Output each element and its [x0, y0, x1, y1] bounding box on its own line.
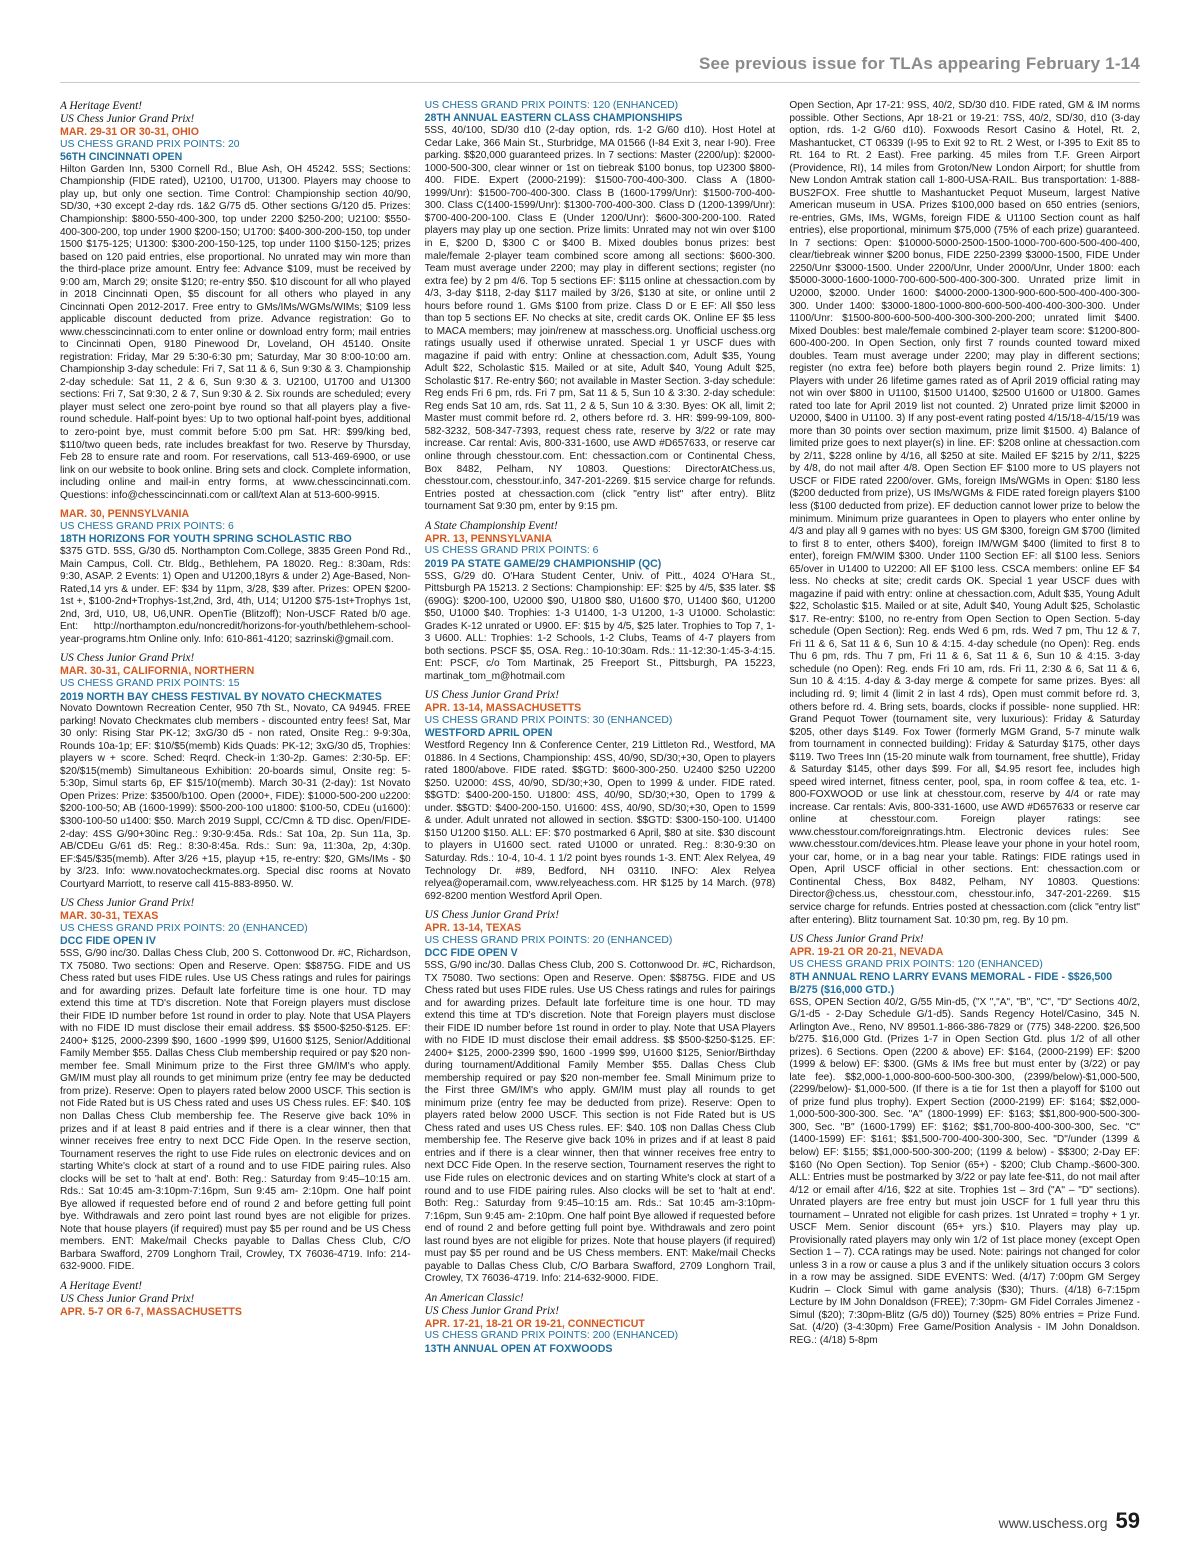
event-title: DCC FIDE OPEN IV [60, 935, 156, 948]
event-date: MAR. 30-31, TEXAS [60, 910, 159, 923]
event-listing [789, 100, 1140, 927]
event-tagline: US Chess Junior Grand Prix! [424, 1304, 559, 1317]
grand-prix-points: US CHESS GRAND PRIX POINTS: 200 (ENHANCED) [424, 1330, 679, 1342]
grand-prix-points: US CHESS GRAND PRIX POINTS: 20 (ENHANCED) [424, 934, 673, 946]
event-tagline: US Chess Junior Grand Prix! [424, 909, 559, 922]
header-banner: See previous issue for TLAs appearing February 1-14 [698, 54, 1140, 73]
event-date: APR. 13-14, MASSACHUSETTS [424, 702, 582, 715]
event-title: 28TH ANNUAL EASTERN CLASS CHAMPIONSHIPS [424, 112, 683, 125]
event-title: DCC FIDE OPEN V [424, 947, 518, 960]
event-date: APR. 5-7 OR 6-7, MASSACHUSETTS [60, 1305, 242, 1318]
grand-prix-points: US CHESS GRAND PRIX POINTS: 120 (ENHANCED) [789, 958, 1043, 970]
event-details: 5SS, 40/100, SD/30 d10 (2-day option, rds. 1-2 G/60 d10). Host Hotel at Cedar Lake, 366 Main St., Sturbridge, MA 01566 (I-84 Exit 3, near I-90). Free parking. $$20,000 guaranteed prizes. In 7 sections: Master (2200/up): $2000-1000-500-300, clear winner or 1st on tiebreak $100 bonus, top U2300 $800-400. FIDE. Expert (2000-2199): $1500-700-400-300. Class A (1800-1999/Unr): $1500-700-400-300. Class B (1600-1799/Unr): $1500-700-400-300. Class C(1400-1599/Unr): $1300-700-400-300. Class D (1200-1399/Unr): $700-400-200-100. Class E (Under 1200/Unr): $600-300-200-100. Rated players may play up one section. Prize limits: Unrated may not win over $100 in E, $200 D, $300 C or $400 B. Mixed doubles bonus prizes: best male/female 2-player team combined score among all sections: $600-300. Team must average under 2200; may play in different sections; register (no extra fee) by 2 pm 4/6. Top 5 sections EF: $115 online at chessaction.com by 4/3, 3-day $118, 2-day $117 mailed by 3/26, $130 at site, or online until 2 hours before round 1. GMs $100 from prize. Class D or E EF: All $50 less than top 5 sections EF. No checks at site, credit cards OK. Online EF $5 less to MACA members; may join/renew at masschess.org. Unofficial uschess.org ratings usually used if otherwise unrated. Special 1 yr USCF dues with magazine if paid with entry: Online at chessaction.com, Adult $35, Young Adult $22, Scholastic $15. Mailed or at site, Adult $40, Young Adult $25, Scholastic $17. Re-entry $60; not available in Master Section. 3-day schedule: Reg ends Fri 6 pm, rds. Fri 7 pm, Sat 11 & 5, Sun 10 & 3:30. 2-day schedule: Reg ends Sat 10 am, rds. Sat 11, 2 & 5, Sun 10 & 3:30. Byes: OK all, limit 2; Master must commit before rd. 2, others before rd. 3. HR: $99-99-109, 800-582-3232, 508-347-7393, request chess rate, reserve by 3/22 or rate may increase. Car rental: Avis, 800-331-1600, use AWD #D657633, or reserve car online through chesstour.com. Ent: chessaction.com or Continental Chess, Box 8482, Pelham, NY 10803. Questions: DirectorAtChess.us, chesstour.com, chesstour.info, 347-201-2269. $15 service charge for refunds. Entries posted at chessaction.com (click "entry list" after entry). Blitz tournament Sat 9:30 pm, enter by 9:15 pm. [424, 125, 776, 513]
event-listing [425, 909, 776, 1286]
column-1 [60, 100, 411, 1478]
event-details: 5SS, G/90 inc/30. Dallas Chess Club, 200 S. Cottonwood Dr. #C, Richardson, TX 75080. Two sections: Open and Reserve. Open: $$875G. FIDE and US Chess rated but uses FIDE rules. Use US Chess ratings and rules for pairings and for awarding prizes. Default late forfeiture time is one hour. TD may extend this time at TD's discretion. Note that Foreign players must disclose their FIDE ID number before 1st round in order to play. Note that USA Players with no FIDE ID must disclose their email address. $$ $500-$250-$125. EF: 2400+ $125, 2000-2399 $90, 1600 -1999 $99, U1600 $125, Senior/Additional Family Member $55. Dallas Chess Club membership required or pay $20 non-member fee. Small Minimum prize to the First three GM/IM's who apply. GM/IM must play all rounds to get minimum prize (entry fee may be deducted from prize). Reserve: Open to players rated below 2000 USCF. This section is not Fide Rated but is US Chess rated and uses US Chess rules. EF: $40. 10$ non Dallas Chess Club membership fee. The Reserve give back 10% in prizes and if at least 8 paid entries and if there is a clear winner, then that winner receives free entry to next DCC Fide Open. In the reserve section, Tournament reserves the right to use Fide rules on electronic devices and on starting White's clock at start of a round and to use FIDE pairing rules. Also clocks will be set to 'halt at end'. Both: Reg.: Saturday from 9:45–10:15 am. Rds.: Sat 10:45 am-3:10pm-7:16pm, Sun 9:45 am- 2:10pm. One half point Bye allowed if requested before end of round 2 and before getting full point bye. Withdrawals and zero point last round byes are not eligible for prizes. Note that house players (if required) must pay $5 per round and be US Chess members. ENT: Make/mail Checks payable to Dallas Chess Club, C/O Barbara Swafford, 2709 Longhorn Trail, Crowley, TX 76036-4719. Info: 214-632-9000. FIDE. [60, 948, 411, 1273]
event-details: 5SS, G/90 inc/30. Dallas Chess Club, 200 S. Cottonwood Dr. #C, Richardson, TX 75080. Two sections: Open and Reserve. Open: $$875G. FIDE and US Chess rated but uses FIDE rules. Use US Chess ratings and rules for pairings and for awarding prizes. Default late forfeiture time is one hour. TD may extend this time at TD's discretion. Note that Foreign players must disclose their FIDE ID number before 1st round in order to play. Note that USA Players with no FIDE ID must disclose their email address. $$ $500-$250-$125. EF: 2400+ $125, 2000-2399 $90, 1600 -1999 $99, U1600 $125, Senior/Birthday during tournament/Additional Family Member $55. Dallas Chess Club membership required or pay $20 non-member fee. Small Minimum prize to the First three GM/IM's who apply. GM/IM must play all rounds to get minimum prize (entry fee may be deducted from prize). Reserve: Open to players rated below 2000 USCF. This section is not Fide Rated but is US Chess rated and uses US Chess rules. EF: $40. 10$ non Dallas Chess Club membership fee. The Reserve give back 10% in prizes and if at least 8 paid entries and if there is a clear winner, then that winner receives free entry to next DCC Fide Open. In the reserve section, Tournament reserves the right to use Fide rules on electronic devices and on starting White's clock at start of a round and to use FIDE pairing rules. Also clocks will be set to 'halt at end'. Both: Reg.: Saturday from 9:45–10:15 am. Rds.: Sat 10:45 am-3:10pm-7:16pm, Sun 9:45 am- 2:10pm. One half point Bye allowed if requested before end of round 2 and before getting full point bye. Withdrawals and zero point last round byes are not eligible for prizes. Note that house players (if required) must pay $5 per round and be US Chess members. ENT: Make/mail Checks payable to Dallas Chess Club, C/O Barbara Swafford, 2709 Longhorn Trail, Crowley, TX 76036-4719. Info: 214-632-9000. FIDE. [424, 959, 776, 1285]
event-listing [425, 100, 776, 514]
event-title: 18TH HORIZONS FOR YOUTH SPRING SCHOLASTIC RBO [60, 533, 352, 546]
page-number: 59 [1115, 1508, 1140, 1533]
event-listing [425, 1292, 776, 1356]
event-title: WESTFORD APRIL OPEN [424, 727, 553, 740]
event-tagline: A State Championship Event! [424, 519, 558, 532]
event-date: MAR. 29-31 OR 30-31, OHIO [60, 125, 199, 138]
event-details: 6SS, OPEN Section 40/2, G/55 Min-d5, ("X ","A", "B", "C", "D" Sections 40/2, G/1-d5 - 2-Day Schedule G/1-d5). Sands Regency Hotel/Casino, 345 N. Arlington Ave., Reno, NV 89501.1-866-386-7829 or (775) 348-2200. $26,500 b/275. $16,000 Gtd. (Prizes 1-7 in Open Section Gtd. plus 1/2 of all other prizes). 6 Sections. Open (2200 & above) EF: $164, (2000-2199) EF: $200 (1999 & below) EF: $300. (GMs & IMs free but must enter by (3/22) or pay late fee). $$2,000-1,000-800-600-500-300-300, (2399/below)-$1,000-500, (2299/below)- $1,000-500. (If there is a tie for 1st then a playoff for $100 out of prize fund plus trophy). Expert Section (2000-2199) EF: $164; $$2,000-1,000-500-300-300. Sec. "A" (1800-1999) EF: $163; $$1,800-900-500-300-300, Sec. "B" (1600-1799) EF: $162; $$1,700-800-400-300-300, Sec. "C" (1400-1599) EF: $161; $$1,500-700-400-300-300, Sec. "D"/under (1399 & below) EF: $155; $$1,000-500-300-200; (1199 & below) - $$300; 2-Day EF: $160 (No Open Section). Top Senior (65+) - $200; Club Champ.-$600-300. ALL: Entries must be postmarked by 3/22 or pay late fee-$11, do not mail after 4/12 or email after 4/16, $22 at site. Trophies 1st – 3rd ("A" – "D" sections). Unrated players are free entry but must join USCF for 1 full year thru this tournament – Unrated not eligible for cash prizes. 1st Unrated = trophy + 1 yr. USCF Mem. Senior discount (65+ yrs.) $10. Players may play up. Provisionally rated players may only win 1/2 of 1st place money (except Open Section 1 – 7). CCA ratings may be used. Note: pairings not changed for color unless 3 in a row or cause a plus 3 and if the unlikely situation occurs 3 colors in a row may be assigned. SIDE EVENTS: Wed. (4/17) 7:00pm GM Sergey Kudrin – Clock Simul with game analysis ($30); Thurs. (4/18) 6-7:15pm Lecture by IM John Donaldson (FREE); 7:30pm- GM Fidel Corrales Jimenez - Simul ($20); 7:30pm-Blitz (G/5 d0)) Tourney ($25) 80% entries = Prize Fund. Sat. (4/20) (3-4:30pm) Free Game/Position Analysis - IM John Donaldson. REG.: (4/18) 5-8pm [789, 996, 1140, 1346]
event-tagline: A Heritage Event! [60, 1279, 142, 1292]
event-date: APR. 19-21 OR 20-21, NEVADA [789, 946, 944, 959]
column-3 [789, 100, 1140, 1478]
column-2 [425, 100, 776, 1478]
listing-columns [60, 100, 1140, 1478]
event-details: Hilton Garden Inn, 5300 Cornell Rd., Blue Ash, OH 45242. 5SS; Sections: Championship (FIDE rated), U2100, U1700, U1300. Players may choose to play up, but only one section. Time Control: Championship section 40/90, SD/30, +30 except 2-day rds. 1&2 G/75 d5. Other sections G/120 d5. Prizes: Championship: $800-550-400-300, top under 2200 $250-200; U2100: $550-400-300-200, top under 1900 $200-150; U1700: $400-300-200-150, top under 1500 $175-125; U1300: $300-200-150-125, top under 1100 $150-125; prizes based on 120 paid entries, else proportional. No unrated may win more than the third-place prize amount. Entry fee: Advance $109, must be received by 9:00 am, March 29; onsite $120; re-entry $50. $10 discount for all who played in 2018 Cincinnati Open, $5 discount for all others who played in any Cincinnati Open 2012-2017. Free entry to GMs/IMs/WGMs/WIMs; $109 less applicable discount deducted from prize. Advance registration: Go to www.chesscincinnati.com to enter online or download entry form; mail entries to Cincinnati Open, 9180 Pinewood Dr, Loveland, OH 45140. Onsite registration: Friday, Mar 29 5:30-6:30 pm; Saturday, Mar 30 8:00-10:00 am. Championship 3-day schedule: Fri 7, Sat 11 & 6, Sun 9:30 & 3. Championship 2-day schedule: Sat 11, 2 & 6, Sun 9:30 & 3. U2100, U1700 and U1300 sections: Fri 7, Sat 9:30, 2 & 7, Sun 9:30 & 2. Six rounds are scheduled; every player must select one zero-point bye round so that all players play a five-round schedule. Half-point byes: Up to two optional half-point byes, additional to zero-point bye, must commit before 5:00 pm Sat. HR: $99/king bed, $110/two queen beds, rate includes breakfast for two. Reserve by Thursday, Feb 28 to ensure rate and room. For reservations, call 513-469-6900, or use link on our website to book online. Bring sets and clock. Complete information, including online and mail-in entry forms, at www.chesscincinnati.com. Questions: info@chesscincinnati.com or call/text Alan at 513-600-9915. [60, 163, 411, 501]
event-listing [425, 520, 776, 684]
event-tagline: A Heritage Event! [60, 100, 142, 112]
event-date: APR. 13-14, TEXAS [424, 922, 522, 935]
event-title: 8TH ANNUAL RENO LARRY EVANS MEMORAL - FIDE - $$26,500 B/275 ($16,000 GTD.) [789, 971, 1113, 996]
event-listing [60, 652, 411, 891]
grand-prix-points: US CHESS GRAND PRIX POINTS: 15 [60, 678, 240, 690]
event-details: Novato Downtown Recreation Center, 950 7th St., Novato, CA 94945. FREE parking! Novato Checkmates club members - discounted entry fees! Sat, Mar 30 only: Rising Star PK-12; 3xG/30 d5 - non rated, Onsite Reg.: 9-9:30a, Rounds 10a-1p; EF: $10/$5(memb) Kids Quads: PK-12; 3xG/30 d5, Trophies: players w + score. Sched: Reqrd. Check-in 1:30-2p. Games: 2:30-5p. EF: $20/$15(memb) Simultaneous Exhibition: 20-boards simul, Onsite reg: 5-5:30p, Simul starts 6p, EF $15/10(memb). March 30-31 (2-day): 1st Novato Open Prizes: Prize: $3500/b100. Open (2000+, FIDE): $1000-500-200 u2200: $200-100-50; AB (1600-1999): $500-200-100 u1800: $100-50, CDEu (u1600): $300-100-50 u1400: $50. March 2019 Suppl, CC/Cmn & TD disc. Open/FIDE-2-day: 4SS G/90+30inc Reg.: 9:30-9:45a. Rds.: Sat 10a, 2p. Sun 11a, 3p. AB/CDEu G/61 d5: Reg.: 8:30-8:45a. Rds.: Sun: 9a, 11:30a, 2p, 4:30p. EF:$45/$35(memb). After 3/26 +15, playup +15, re-entry: $20, GMs/IMs - $0 by 3/23. Info: www.novatocheckmates.org. Special disc rooms at Novato Courtyard Marriott, to reserve call 415-883-8950. W. [60, 703, 411, 890]
event-tagline: US Chess Junior Grand Prix! [60, 652, 195, 665]
event-title: 56TH CINCINNATI OPEN [60, 151, 183, 164]
grand-prix-points: US CHESS GRAND PRIX POINTS: 6 [60, 520, 234, 532]
event-date: APR. 13, PENNSYLVANIA [424, 532, 553, 545]
event-listing [60, 508, 411, 646]
event-date: APR. 17-21, 18-21 OR 19-21, CONNECTICUT [424, 1317, 645, 1330]
event-listing [789, 933, 1140, 1347]
event-date: MAR. 30-31, CALIFORNIA, NORTHERN [60, 665, 255, 678]
event-details: Westford Regency Inn & Conference Center, 219 Littleton Rd., Westford, MA 01886. In 4 Sections, Championship: 4SS, 40/90, SD/30;+30, Open to players rated 1800/above. FIDE rated. $$GTD: $600-300-250. U2400 $250 U2200 $250. U2000: 4SS, 40/90, SD/30;+30, Open to 1999 & under. FIDE rated. $$GTD: $400-200-150. U1800: 4SS, 40/90, SD/30;+30, Open to 1799 & under. $$GTD: $400-200-150. U1600: 4SS, 40/90, SD/30;+30, Open to 1599 & under. Adult unrated not allowed in section. $$GTD: $300-150-100. U1400 $150 U1200 $150. ALL: EF: $70 postmarked 6 April, $80 at site. $30 discount to players in U1600 sect. rated U1000 or unrated. Reg.: 8:30-9:30 on Saturday. Rds.: 10-4, 10-4. 1 1/2 point byes rounds 1-3. ENT: Alex Relyea, 49 Technology Dr. #89, Bedford, NH 03110. INFO: Alex Relyea relyea@operamail.com, www.relyeachess.com. HR $125 by 14 March. (978) 692-8200 mention Westford April Open. [424, 740, 776, 902]
event-listing [60, 897, 411, 1274]
grand-prix-points: US CHESS GRAND PRIX POINTS: 20 [60, 138, 240, 150]
event-tagline: US Chess Junior Grand Prix! [789, 933, 924, 946]
grand-prix-points: US CHESS GRAND PRIX POINTS: 30 (ENHANCED) [424, 715, 673, 726]
event-tagline: US Chess Junior Grand Prix! [60, 1292, 195, 1305]
header-divider [60, 82, 1140, 83]
event-tagline: An American Classic! [424, 1291, 524, 1304]
event-title: 13TH ANNUAL OPEN AT FOXWOODS [424, 1342, 613, 1355]
grand-prix-points: US CHESS GRAND PRIX POINTS: 6 [424, 545, 599, 557]
event-listing [60, 1280, 411, 1319]
event-title: 2019 NORTH BAY CHESS FESTIVAL BY NOVATO CHECKMATES [60, 690, 382, 703]
event-listing [60, 100, 411, 502]
event-listing [425, 689, 776, 903]
event-tagline: US Chess Junior Grand Prix! [60, 897, 195, 910]
page-footer [999, 1508, 1140, 1534]
event-tagline: US Chess Junior Grand Prix! [424, 689, 559, 702]
event-details: Open Section, Apr 17-21: 9SS, 40/2, SD/30 d10. FIDE rated, GM & IM norms possible. Other Sections, Apr 18-21 or 19-21: 7SS, 40/2, SD/30, d10 (3-day option, rds. 1-2 G/60 d10). Foxwoods Resort Casino & Hotel, Rt. 2, Mashantucket, CT 06339 (I-95 to Exit 92 to Rt. 2 West, or I-395 to Exit 85 to Rt. 164 to Rt. 2 East). Free parking. 45 miles from T.F. Green Airport (Providence, RI), 14 miles from Groton/New London Airport; for shuttle from New London Amtrak station call 1-800-USA-RAIL. Bus transportation: 1-888-BUS2FOX. Free shuttle to Mashantucket Pequot Museum, largest Native American museum in USA. Prizes $100,000 based on 650 entries (seniors, re-entries, GMs, IMs, WGMs, foreign FIDE & U1100 Section count as half entries), else proportional, minimum $75,000 (75% of each prize) guaranteed. In 7 sections: Open: $10000-5000-2500-1500-1000-700-600-500-400-400, clear/tiebreak winner $200 bonus, FIDE 2250-2399 $3000-1500, FIDE Under 2250/Unr $3000-1500. Under 2200/Unr, Under 2000/Unr, Under 1800: each $5000-3000-1600-1000-700-600-500-400-300-300. Unrated prize limit in U2000, $2000. Under 1600: $4000-2000-1300-900-600-500-400-400-300-300. Under 1400: $3000-1800-1000-800-600-500-400-400-300-300. Under 1100/Unr: $1500-800-600-500-400-300-300-200-200; unrated limit $400. Mixed Doubles: best male/female combined 2-player team score: $1200-800-600-400-200. In Open Section, only first 7 rounds counted toward mixed doubles. Team must average under 2200; may play in different sections; register (no extra fee) before both players begin round 2. Prize limits: 1) Players with under 26 lifetime games rated as of April 2019 official rating may not win over $800 in U1100, $1500 U1400, $2500 U1600 or U1800. Games rated too late for April 2019 list not counted. 2) Unrated prize limit $2000 in U2000, $400 in U1100. 3) If any post-event rating posted 4/15/18-4/15/19 was more than 30 points over section maximum, prize limit $1500. 4) Balance of limited prize goes to next player(s) in line. EF: $208 online at chessaction.com by 2/11, $228 online by 4/16, all $250 at site. Mailed EF $215 by 2/11, $225 by 4/8, do not mail after 4/8. Open Section EF $100 more to US players not USCF or FIDE rated 2200/over. GMs, foreign IMs/WGMs in Open: $180 less ($200 deducted from prize), US IMs/WGMs & FIDE rated foreign players $100 less ($100 deducted from prize). EF deduction cannot lower prize to below the minimum. Minimum prize guarantees in Open to players who enter online by 4/3 and play all 9 games with no byes: US GM $300, foreign GM $700 (limited to first 8 to enter, others $400), foreign IM/WGM $400 (limited to first 8 to enter), foreign FM/WIM $300. Under 1100 Section EF: all $100 less. Seniors 65/over in U1400 to U2200: All EF $100 less. CSCA members: online EF $4 less. No checks at site; credit cards OK. Special 1 year USCF dues with magazine if paid with entry: online at chessaction.com, Adult $35, Young Adult $22, Scholastic $15. Mailed or at site, Adult $40, Young Adult $25, Scholastic $17. Re-entry: $100, no re-entry from Open Section to Open Section. 5-day schedule (Open Section): Reg. ends Wed 6 pm, rds. Wed 7 pm, Thu 12 & 7, Fri 11 & 6, Sat 11 & 6, Sun 10 & 4:15. 4-day schedule (no Open): Reg. ends Thu 6 pm, rds. Thu 7 pm, Fri 11 & 6, Sat 11 & 6, Sun 10 & 4:15. 3-day schedule (no Open): Reg. ends Fri 10 am, rds. Fri 11, 2:30 & 6, Sat 11 & 6, Sun 10 & 4:15. 4-day & 3-day merge & compete for same prizes. Byes: all including rd. 9; limit 4 (limit 2 in last 4 rds), Open must commit before rd. 3, others before rd. 4. Bring sets, boards, clocks if possible- none supplied. HR: Grand Pequot Tower (tournament site, very luxurious): Friday & Saturday $205, other days $149. Fox Tower (formerly MGM Grand, 5-7 minute walk from tournament in connected building): Friday & Saturday $175, other days $119. Two Trees Inn (15-20 minute walk from tournament, free shuttle), Friday & Saturday $145, other days $99. For all, $4.95 resort fee, includes high speed wired internet, fitness center, pool, spa, in room coffee & tea, etc. 1-800-FOXWOOD or use link at chesstour.com, reserve by 4/4 or rate may increase. Car rentals: Avis, 800-331-1600, use AWD #D657633 or reserve car online at chesstour.com. Foreign player ratings: see www.chesstour.com/foreignratings.htm. Electronic devices rules: See www.chesstour.com/devices.htm. Please leave your phone in your hotel room, your car, home, or in a bag near your table. Ratings: FIDE ratings used in Open, April USCF official in other sections. Ent: chessaction.com or Continental Chess, Box 8482, Pelham, NY 10803. Questions: Director@chess.us, chesstour.com, chesstour.info, 347-201-2269. $15 service charge for refunds. Entries posted at chessaction.com (click "entry list" after entering). Blitz tournament Sat. 10:30 pm, reg. By 10 pm. [789, 100, 1140, 926]
footer-url[interactable]: www.uschess.org [998, 1515, 1108, 1531]
event-details: 5SS, G/29 d0. O'Hara Student Center, Univ. of Pitt., 4024 O'Hara St., Pittsburgh PA 15213. 2 Sections: Championship: EF: $25 by 4/5, $35 later. $$ (690G): $200-100, U2000 $90, U1800 $80, U1600 $70, U1400 $60, U1200 $50, U1000 $40. Trophies: 1-3 U1400, 1-3 U1200, 1-3 U1000. Scholastic: Grades K-12 unrated or U900. EF: $15 by 4/5, $25 later. Trophies to Top 7, 1-3 U600. ALL: Trophies: 1-2 Schools, 1-2 Clubs, Teams of 4-7 players from both sections. PSCF $5, OSA. Reg.: 10-10:30am. Rds.: 11-12:30-1:45-3-4:15. Ent: PSCF, c/o Tom Martinak, 25 Freeport St., Pittsburgh, PA 15223, martinak_tom_m@hotmail.com [424, 570, 776, 682]
event-title: 2019 PA STATE GAME/29 CHAMPIONSHIP (QC) [424, 557, 662, 570]
event-tagline: US Chess Junior Grand Prix! [60, 112, 195, 125]
event-details: $375 GTD. 5SS, G/30 d5. Northampton Com.College, 3835 Green Pond Rd., Main Campus, Coll. Ctr. Bldg., Bethlehem, PA 18020. Reg.: 8:30am, Rds: 9:30, ASAP. 2 Events: 1) Open and U1200,18yrs & under 2) Age-Based, Non-Rated,14 yrs & under. EF: $34 by 11pm, 3/28, $39 after. Prizes: OPEN $200-1st +, $100-2nd+Trophys-1st,2nd, 3rd, 4th, U14; U1200 $75-1st+Trophys 1st, 2nd, 3rd, U10, U8, U6,UNR. OpenTie (Blitzoff); Non-USCF Rated b/0 age. Ent: http://northampton.edu/noncredit/horizons-for-youth/bethlehem-school-year-programs.htm Online only. Info: 610-861-4120; sazrinski@gmail.com. [60, 546, 411, 645]
grand-prix-points: US CHESS GRAND PRIX POINTS: 120 (ENHANCED) [424, 100, 679, 111]
grand-prix-points: US CHESS GRAND PRIX POINTS: 20 (ENHANCED) [60, 922, 308, 934]
event-date: MAR. 30, PENNSYLVANIA [60, 508, 190, 521]
